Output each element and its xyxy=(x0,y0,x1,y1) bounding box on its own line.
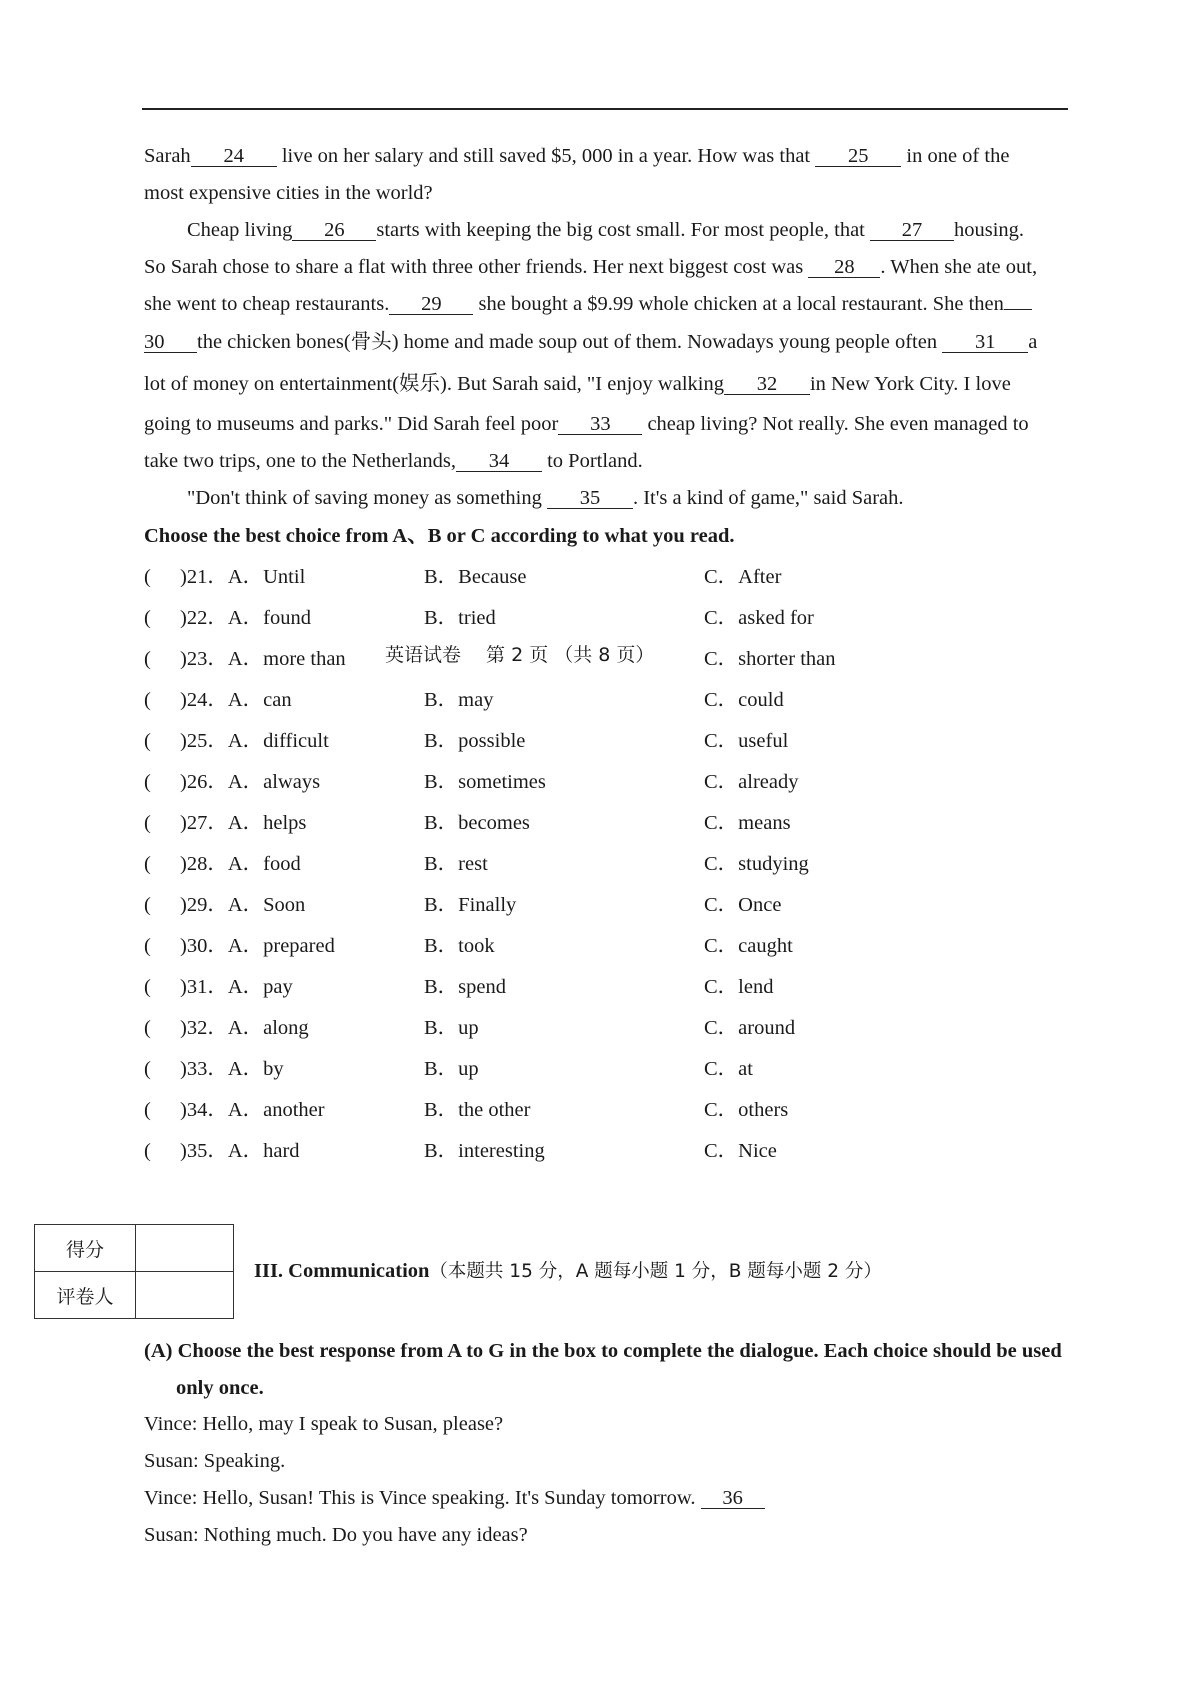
passage-line: lot of money on entertainment(娱乐). But Sarah said, "I enjoy walking 32 in New York City. I love xyxy=(144,373,1011,395)
question-answer[interactable]: )22．A．found xyxy=(180,607,311,629)
question-answer[interactable]: )29．A．Soon xyxy=(180,894,306,916)
blank-33[interactable]: 33 xyxy=(558,414,642,435)
question-row: ( )21．A．Until B．Because C．After xyxy=(144,566,782,588)
page-footer: 英语试卷 第 2 页 （共 8 页） xyxy=(385,644,655,666)
question-row: ( )33．A．by B．up C．at xyxy=(144,1058,753,1080)
question-row: ( )32．A．along B．up C．around xyxy=(144,1017,796,1039)
question-answer[interactable]: )32．A．along xyxy=(180,1017,309,1039)
blank-31[interactable]: 31 xyxy=(942,332,1028,353)
question-row: ( )34．A．another B．the other C．others xyxy=(144,1099,789,1121)
question-row: ( )28．A．food B．rest C．studying xyxy=(144,853,809,875)
blank-28[interactable]: 28 xyxy=(808,257,880,278)
passage-line: she went to cheap restaurants. 29 she bought a $9.99 whole chicken at a local restaurant. She then xyxy=(144,292,1032,316)
blank-26[interactable]: 26 xyxy=(292,220,376,241)
question-answer[interactable]: )31．A．pay xyxy=(180,976,293,998)
part-a-instruction: (A) Choose the best response from A to G in the box to complete the dialogue. Each choice should be used xyxy=(144,1340,1062,1362)
score-label: 得分 xyxy=(35,1225,136,1272)
blank-30[interactable]: 30 xyxy=(144,332,197,353)
question-answer[interactable]: )25．A．difficult xyxy=(180,730,329,752)
blank-25[interactable]: 25 xyxy=(815,146,901,167)
score-field[interactable] xyxy=(136,1225,234,1272)
passage-line: going to museums and parks." Did Sarah feel poor 33 cheap living? Not really. She even managed to xyxy=(144,413,1029,435)
dialogue-line: Vince: Hello, may I speak to Susan, please? xyxy=(144,1413,504,1435)
question-answer[interactable]: )34．A．another xyxy=(180,1099,325,1121)
section-instruction: Choose the best choice from A、B or C according to what you read. xyxy=(144,525,735,547)
question-row: ( )35．A．hard B．interesting C．Nice xyxy=(144,1140,777,1162)
passage-line: most expensive cities in the world? xyxy=(144,182,433,204)
question-answer[interactable]: )21．A．Until xyxy=(180,566,306,588)
question-row: ( )25．A．difficult B．possible C．useful xyxy=(144,730,789,752)
blank-36[interactable]: 36 xyxy=(701,1488,765,1509)
grader-field[interactable] xyxy=(136,1272,234,1319)
question-row: ( )24．A．can B．may C．could xyxy=(144,689,784,711)
question-row: ( )27．A．helps B．becomes C．means xyxy=(144,812,791,834)
question-row: ( )22．A．found B．tried C．asked for xyxy=(144,607,814,629)
passage-line: "Don't think of saving money as something 35 . It's a kind of game," said Sarah. xyxy=(187,487,904,509)
header-rule xyxy=(142,108,1068,110)
blank-29[interactable]: 29 xyxy=(389,294,473,315)
dialogue-line: Susan: Nothing much. Do you have any ideas? xyxy=(144,1524,528,1546)
question-answer[interactable]: )26．A．always xyxy=(180,771,321,793)
part-a-instruction-cont: only once. xyxy=(176,1377,264,1399)
section-3-heading: III. Communication（本题共 15 分，A 题每小题 1 分，B 题每小题 2 分） xyxy=(254,1260,882,1282)
question-answer[interactable]: )24．A．can xyxy=(180,689,292,711)
blank-27[interactable]: 27 xyxy=(870,220,954,241)
blank-24[interactable]: 24 xyxy=(191,146,277,167)
passage-line: take two trips, one to the Netherlands, 34 to Portland. xyxy=(144,450,643,472)
blank-30-start[interactable] xyxy=(1004,309,1032,310)
passage-line: Sarah 24 live on her salary and still saved $5, 000 in a year. How was that 25 in one of the xyxy=(144,145,1010,167)
question-answer[interactable]: )35．A．hard xyxy=(180,1140,300,1162)
question-row: ( )23．A．more than C．shorter than xyxy=(144,648,836,670)
score-box xyxy=(34,1224,234,1319)
blank-35[interactable]: 35 xyxy=(547,488,633,509)
question-row: ( )30．A．prepared B．took C．caught xyxy=(144,935,793,957)
blank-32[interactable]: 32 xyxy=(724,374,810,395)
question-answer[interactable]: )27．A．helps xyxy=(180,812,307,834)
question-answer[interactable]: )23．A．more than xyxy=(180,648,346,670)
dialogue-line: Susan: Speaking. xyxy=(144,1450,286,1472)
grader-label: 评卷人 xyxy=(35,1272,136,1319)
question-answer[interactable]: )30．A．prepared xyxy=(180,935,335,957)
dialogue-line: Vince: Hello, Susan! This is Vince speaking. It's Sunday tomorrow. 36 xyxy=(144,1486,765,1510)
question-answer[interactable]: )33．A．by xyxy=(180,1058,284,1080)
question-row: ( )31．A．pay B．spend C．lend xyxy=(144,976,774,998)
question-answer[interactable]: )28．A．food xyxy=(180,853,301,875)
blank-34[interactable]: 34 xyxy=(456,451,542,472)
passage-line: Cheap living 26 starts with keeping the big cost small. For most people, that 27 housing. xyxy=(187,219,1025,241)
question-row: ( )26．A．always B．sometimes C．already xyxy=(144,771,799,793)
passage-line: So Sarah chose to share a flat with three other friends. Her next biggest cost was 28 . When she ate out, xyxy=(144,256,1038,278)
question-row: ( )29．A．Soon B．Finally C．Once xyxy=(144,894,782,916)
passage-line: 30 the chicken bones(骨头) home and made soup out of them. Nowadays young people often 31 a xyxy=(144,331,1038,353)
